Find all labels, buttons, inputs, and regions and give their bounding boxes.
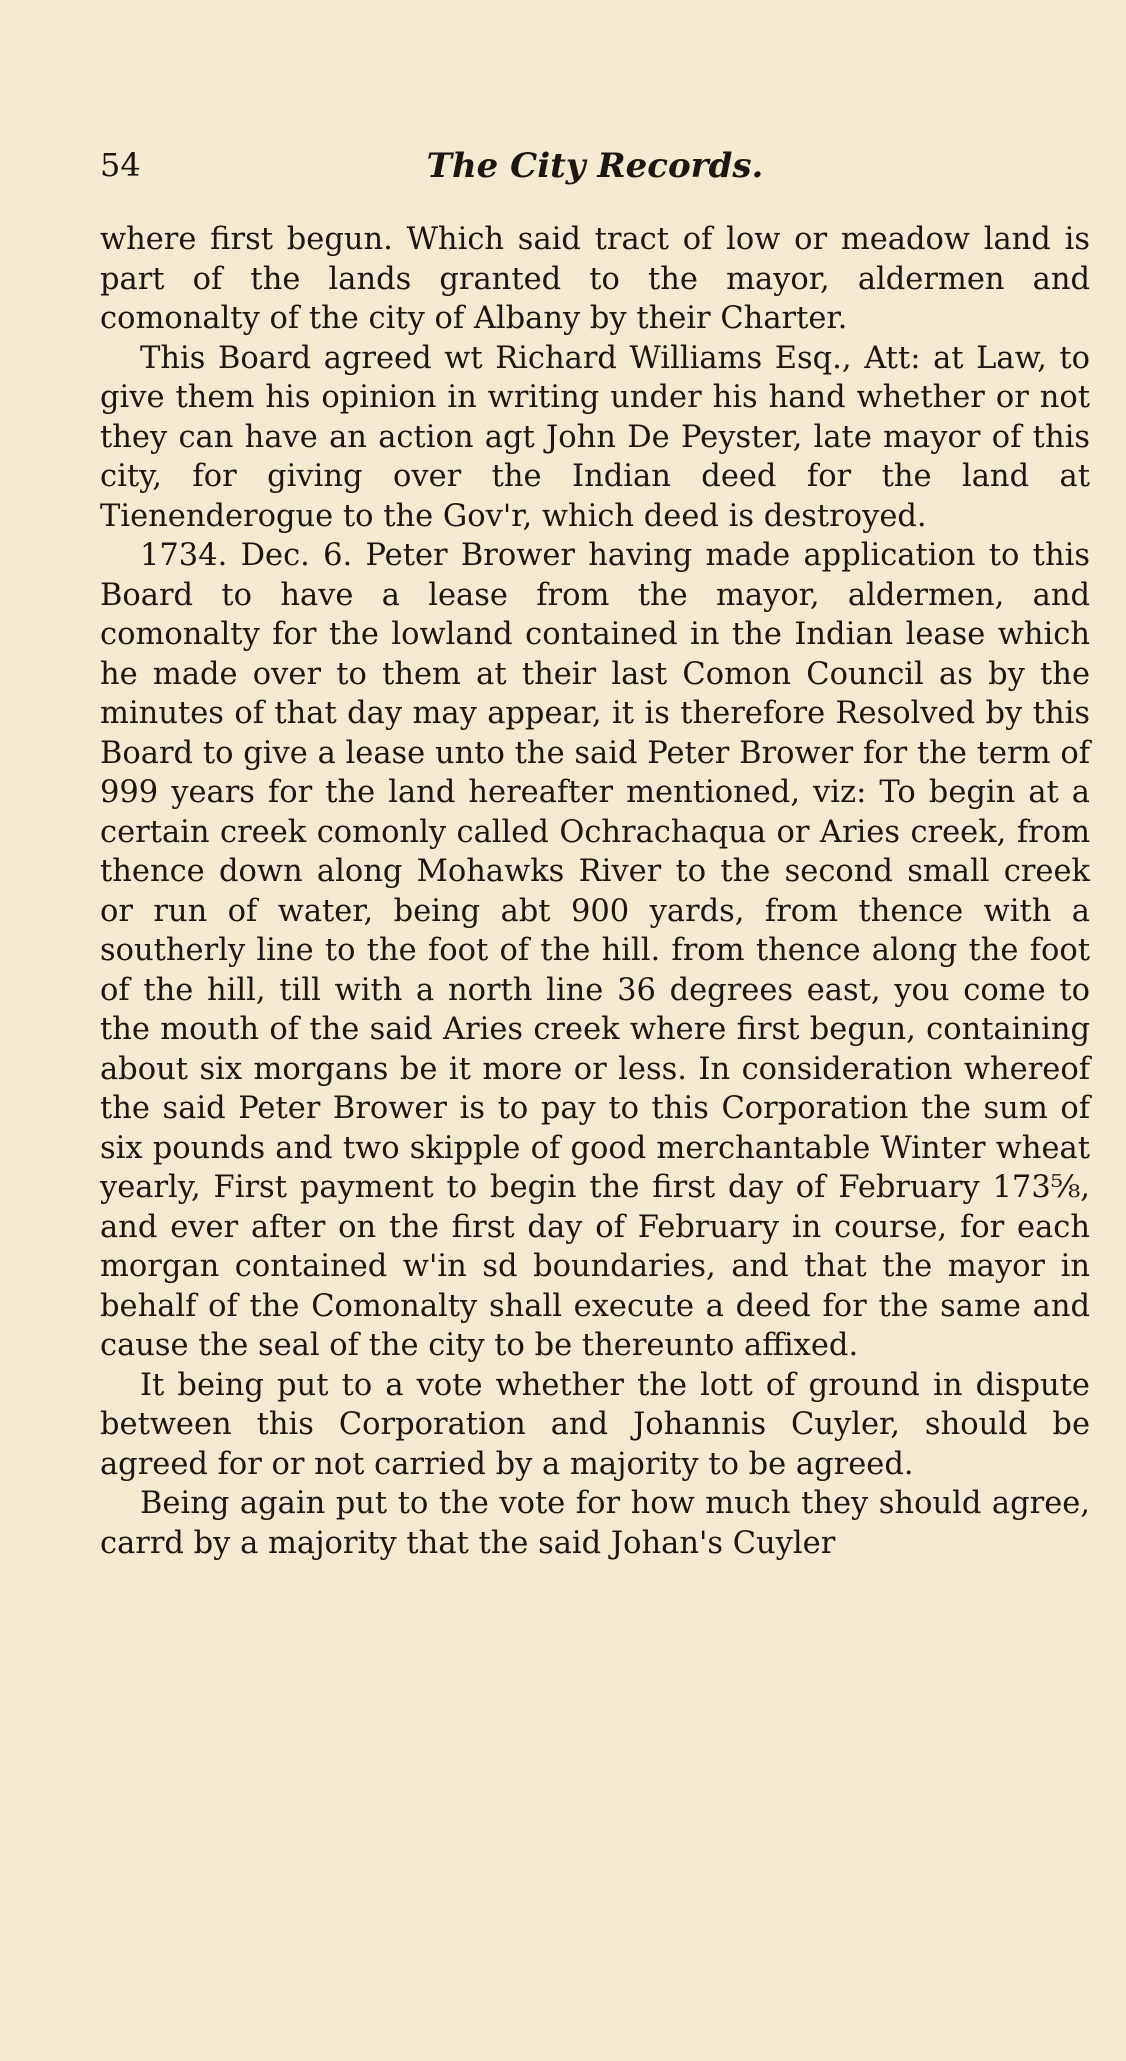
page-header — [100, 146, 1090, 196]
page-number: 54 — [100, 146, 141, 184]
paragraph: where first begun. Which said tract of low or meadow land is part of the lands granted to the mayor, aldermen and comonalty of the city of Albany by their Charter. — [100, 222, 1090, 336]
paragraph: This Board agreed wt Richard Williams Esq., Att: at Law, to give them his opinion in writing under his hand whether or not they can have an action agt John De Peyster, late mayor of this city, for giving over the Indian deed for the land at Tienenderogue to the Gov'r, which deed is destroyed. — [100, 340, 1090, 534]
body-text — [100, 220, 1090, 1563]
paragraph: It being put to a vote whether the lott of ground in dispute between this Corporation and Johannis Cuyler, should be agreed for or not carried by a majority to be agreed. — [100, 1367, 1090, 1482]
running-title: The City Records. — [426, 146, 764, 186]
paragraph: Being again put to the vote for how much they should agree, carrd by a majority that the said Johan's Cuyler — [100, 1486, 1090, 1561]
paragraph: 1734. Dec. 6. Peter Brower having made application to this Board to have a lease from the mayor, aldermen, and comonalty for the lowland contained in the Indian lease which he made over to them at their last Comon Council as by the minutes of that day may appear, it is therefore Resolved by this Board to give a lease unto the said Peter Brower for the term of 999 years for the land hereafter mentioned, viz: To begin at a certain creek comonly called Ochrachaqua or Aries creek, from thence down along Mohawks River to the second small creek or run of water, being abt 900 yards, from thence with a southerly line to the foot of the hill. from thence along the foot of the hill, till with a north line 36 degrees east, you come to the mouth of the said Aries creek where first begun, containing about six morgans be it more or less. In consideration whereof the said Peter Brower is to pay to this Corporation the sum of six pounds and two skipple of good merchantable Winter wheat yearly, First payment to begin the first day of February 173⅝, and ever after on the first day of February in course, for each morgan contained w'in sd boundaries, and that the mayor in behalf of the Comonalty shall execute a deed for the same and cause the seal of the city to be thereunto affixed. — [100, 538, 1090, 1363]
